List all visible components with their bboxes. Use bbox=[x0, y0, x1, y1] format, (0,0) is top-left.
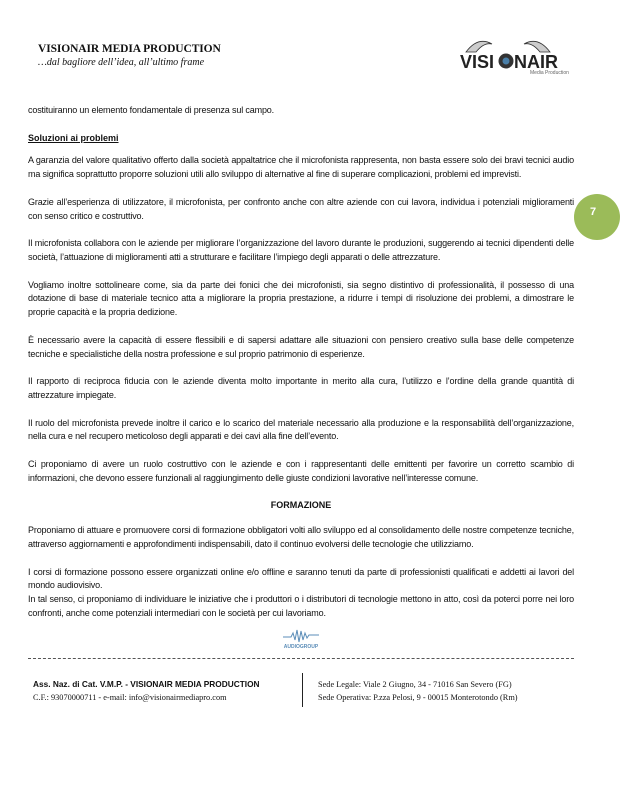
page-number: 7 bbox=[590, 206, 597, 218]
visionair-logo bbox=[458, 34, 569, 76]
footer-sede-legale: Sede Legale: Viale 2 Giugno, 34 - 71016 San Severo (FG) bbox=[318, 680, 512, 690]
svg-text:NAIR: NAIR bbox=[514, 52, 558, 72]
paragraph: È necessario avere la capacità di essere flessibili e di sapersi adattare alle situazioni con pensiero creativo sulla base delle competenze tecniche e specialistiche della nostra professione e sul proprio patrimonio di esperienze. bbox=[28, 334, 574, 359]
paragraph: Grazie all’esperienza di utilizzatore, il microfonista, per confronto anche con altre aziende con cui lavora, individua i potenziali miglioramenti con senso critico e costruttivo. bbox=[28, 196, 574, 221]
section-heading-soluzioni: Soluzioni ai problemi bbox=[28, 132, 119, 143]
header-title: VISIONAIR MEDIA PRODUCTION bbox=[38, 43, 221, 55]
svg-text:AUDIOGROUP: AUDIOGROUP bbox=[283, 644, 319, 651]
svg-text:Media Production: Media Production bbox=[530, 70, 569, 76]
paragraph: Proponiamo di attuare e promuovere corsi di formazione obbligatori volti allo sviluppo ed al consolidamento delle nostre competenze tecniche, attraverso aggiornamenti e approfondimenti indispensabili, dato il continuo evolversi delle tecnologie che utilizziamo. bbox=[28, 525, 574, 549]
footer-divider bbox=[28, 658, 574, 659]
paragraph: Ci proponiamo di avere un ruolo costruttivo con le aziende e con i rappresentanti delle emittenti per favorire un corretto scambio di informazioni, che devono essere funzionali al raggiungimento delle giuste condizioni lavorative nell’interesse comune. bbox=[28, 458, 574, 483]
paragraph: I corsi di formazione possono essere organizzati online e/o offline e saranno tenuti da parte di professionisti qualificati e addetti ai lavori del mondo audiovisivo. bbox=[28, 566, 574, 591]
footer bbox=[28, 673, 574, 717]
header-tagline: …dal bagliore dell’idea, all’ultimo frame bbox=[38, 57, 205, 68]
intro-text: costituiranno un elemento fondamentale di presenza sul campo. bbox=[28, 105, 275, 115]
footer-org: Ass. Naz. di Cat. V.M.P. - VISIONAIR MEDIA PRODUCTION bbox=[33, 679, 260, 690]
svg-text:VISI: VISI bbox=[460, 52, 495, 72]
footer-cf-email: C.F.: 93070000711 - e-mail: info@visionairmediapro.com bbox=[33, 693, 227, 703]
paragraph: Il microfonista collabora con le aziende per migliorare l’organizzazione del lavoro durante le produzioni, suggerendo ai tecnici dipendenti delle società, l’attuazione di miglioramenti atti a strutturare e facilitare l’impiego degli apparati o delle attrezzature. bbox=[28, 238, 574, 262]
paragraph: Il rapporto di reciproca fiducia con le aziende diventa molto importante in merito alla cura, l’utilizzo e l’ordine della grande quantità di attrezzature impiegate. bbox=[28, 376, 574, 400]
page-number-badge bbox=[574, 194, 620, 240]
paragraph: A garanzia del valore qualitativo offerto dalla società appaltatrice che il microfonista rappresenta, non basta essere solo dei bravi tecnici audio ma significa soprattutto proporre soluzioni utili allo sviluppo di alternative al fine di superare complicazioni, problemi ed imprevisti. bbox=[28, 155, 574, 180]
paragraph: Il ruolo del microfonista prevede inoltre il carico e lo scarico del materiale necessario alla produzione e la responsabilità dell’organizzazione, nella cura e nel recupero meticoloso degli apparati e dei cavi alla fine dell’evento. bbox=[28, 417, 574, 442]
paragraph: In tal senso, ci proponiamo di individuare le iniziative che i produttori o i distributori di tecnologie mettono in atto, così da poterci porre nei loro confronti, anche come potenziali intermediari con le società per cui lavoriamo. bbox=[28, 594, 574, 618]
footer-sede-operativa: Sede Operativa: P.zza Pelosi, 9 - 00015 Monterotondo (Rm) bbox=[318, 693, 518, 703]
section-heading-formazione: FORMAZIONE bbox=[270, 500, 332, 511]
audiogroup-logo bbox=[281, 628, 321, 650]
document-body bbox=[28, 104, 574, 717]
paragraph: Vogliamo inoltre sottolineare come, sia da parte dei fonici che dei microfonisti, sia segno distintivo di professionalità, il possesso di una dotazione di base di materiale tecnico atta a migliorare la propria prestazione, a ridurre i tempi di risoluzione dei problemi, a dimostrare le proprie capacità e la propria dedizione. bbox=[28, 279, 574, 318]
footer-vertical-divider bbox=[302, 673, 303, 707]
